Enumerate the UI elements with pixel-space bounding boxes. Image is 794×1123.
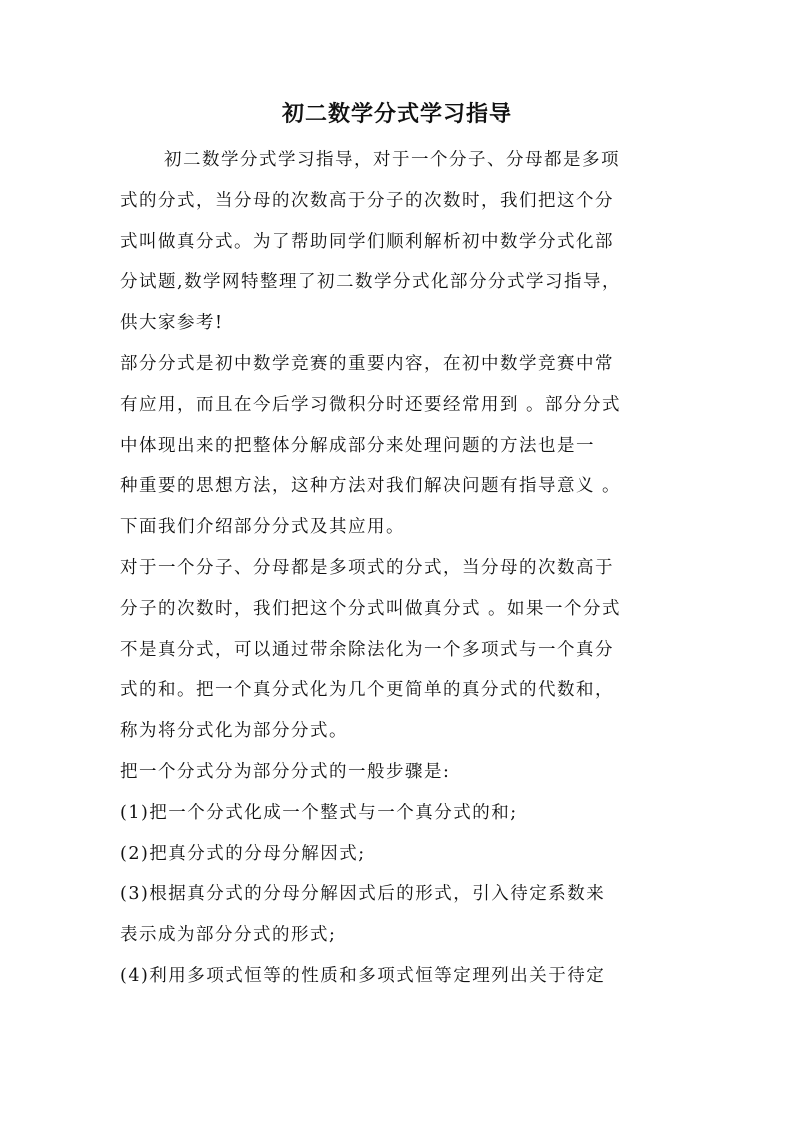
paragraph-line: 把一个分式分为部分分式的一般步骤是: bbox=[120, 761, 451, 782]
paragraph-line: 称为将分式化为部分分式。 bbox=[120, 721, 348, 742]
list-item-step-2: (2)把真分式的分母分解因式; bbox=[120, 843, 366, 864]
paragraph-line: 中体现出来的把整体分解成部分来处理问题的方法也是一 bbox=[120, 435, 595, 456]
paragraph-line: 式叫做真分式。为了帮助同学们顺利解析初中数学分式化部 bbox=[120, 231, 614, 252]
paragraph-line: 供大家参考! bbox=[120, 313, 224, 334]
list-item-step-3: (3)根据真分式的分母分解因式后的形式，引入待定系数来 bbox=[120, 884, 606, 905]
list-item-step-1: (1)把一个分式化成一个整式与一个真分式的和; bbox=[120, 802, 518, 823]
paragraph-line: 部分分式是初中数学竞赛的重要内容，在初中数学竞赛中常 bbox=[120, 353, 614, 374]
paragraph-line: 分子的次数时，我们把这个分式叫做真分式 。如果一个分式 bbox=[120, 598, 622, 619]
paragraph-line: 分试题,数学网特整理了初二数学分式化部分分式学习指导， bbox=[120, 272, 622, 293]
paragraph-line: 对于一个分子、分母都是多项式的分式，当分母的次数高于 bbox=[120, 557, 614, 578]
paragraph-line: 种重要的思想方法，这种方法对我们解决问题有指导意义 。 bbox=[120, 476, 622, 497]
paragraph-line: 式的和。把一个真分式化为几个更简单的真分式的代数和， bbox=[120, 680, 614, 701]
paragraph-line: 不是真分式，可以通过带余除法化为一个多项式与一个真分 bbox=[120, 639, 614, 660]
paragraph-line: 有应用，而且在今后学习微积分时还要经常用到 。部分分式 bbox=[120, 394, 622, 415]
paragraph-line: 下面我们介绍部分分式及其应用。 bbox=[120, 517, 405, 538]
list-item-step-3-continued: 表示成为部分分式的形式; bbox=[120, 925, 337, 946]
paragraph-line: 初二数学分式学习指导，对于一个分子、分母都是多项 bbox=[164, 150, 620, 170]
document-body bbox=[120, 140, 676, 997]
paragraph-line: 式的分式，当分母的次数高于分子的次数时，我们把这个分 bbox=[120, 190, 614, 211]
list-item-step-4: (4)利用多项式恒等的性质和多项式恒等定理列出关于待定 bbox=[120, 965, 606, 986]
document-title: 初二数学分式学习指导 bbox=[281, 101, 512, 127]
